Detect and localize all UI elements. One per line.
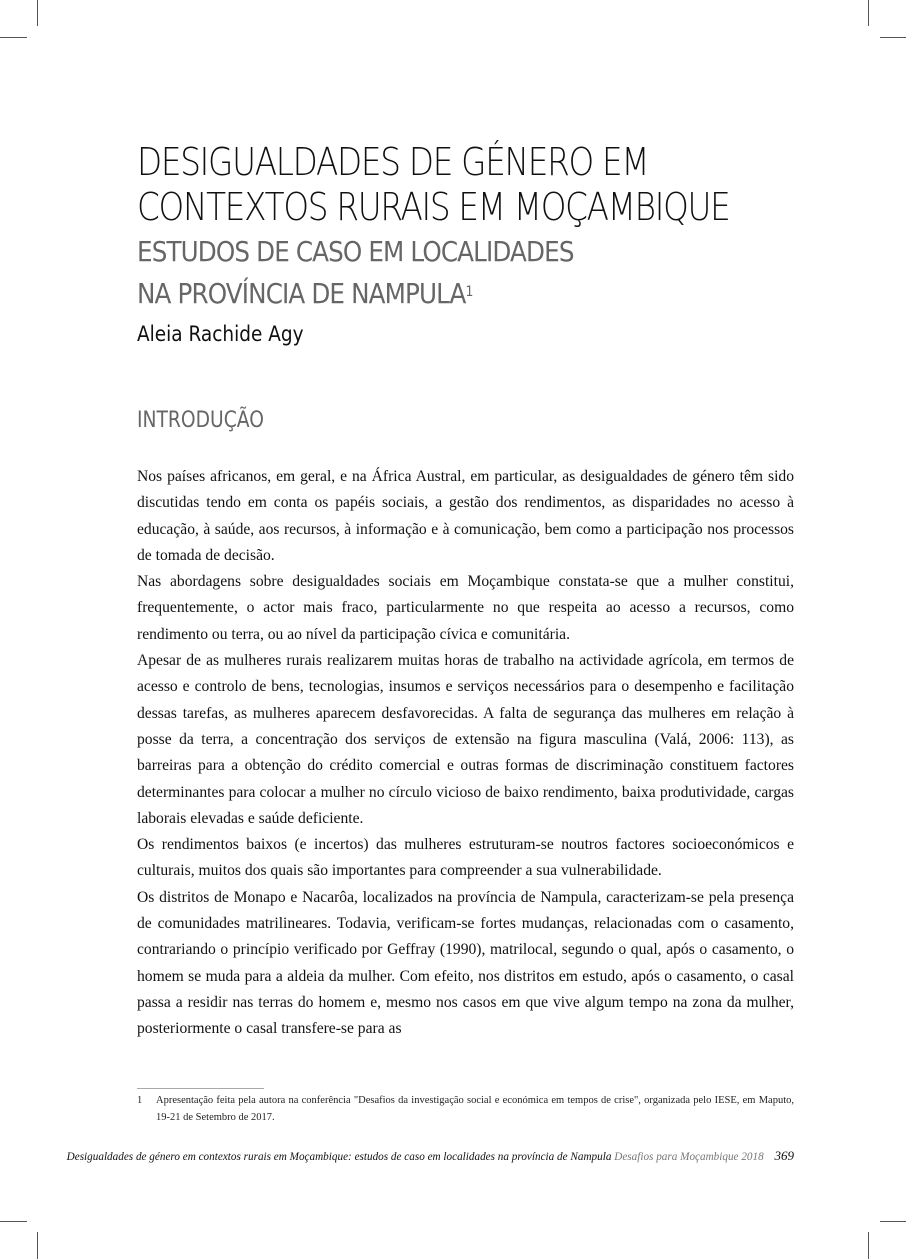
crop-mark-bottom-left-v bbox=[37, 1232, 38, 1259]
subtitle-line: ESTUDOS DE CASO EM LOCALIDADES bbox=[137, 235, 574, 268]
crop-mark-bottom-right-v bbox=[868, 1232, 869, 1259]
body-text bbox=[137, 464, 794, 1043]
page-footer bbox=[67, 1148, 794, 1164]
footnote-text: Apresentação feita pela autora na conferência "Desafios da investigação social e económica em tempos de crise", organizada pelo IESE, em Maputo, 19-21 de Setembro de 2017. bbox=[156, 1095, 794, 1123]
paragraph: Nas abordagens sobre desigualdades sociais em Moçambique constata-se que a mulher constitui, frequentemente, o actor mais fraco, particularmente no que respeita ao acesso a recursos, como rendimento ou terra, ou ao nível da participação cívica e comunitária. bbox=[137, 573, 794, 643]
footnote-divider bbox=[137, 1088, 264, 1089]
running-title: Desigualdades de género em contextos rurais em Moçambique: estudos de caso em localidades na província de Nampula bbox=[66, 1151, 612, 1163]
article-title bbox=[137, 140, 730, 230]
crop-mark-bottom-left-h bbox=[0, 1221, 27, 1222]
author-name: Aleia Rachide Agy bbox=[137, 322, 304, 346]
paragraph: Apesar de as mulheres rurais realizarem muitas horas de trabalho na actividade agrícola, em termos de acesso e controlo de bens, tecnologias, insumos e serviços necessários para o desempenho e facilitação dessas tarefas, as mulheres aparecem desfavorecidas. A falta de segurança das mulheres em relação à posse da terra, a concentração dos serviços de extensão na figura masculina (Valá, 2006: 113), as barreiras para a obtenção do crédito comercial e outras formas de discriminação constituem factores determinantes para colocar a mulher no círculo vicioso de baixo rendimento, baixa produtividade, cargas laborais elevadas e saúde deficiente. bbox=[137, 652, 794, 827]
crop-mark-top-left-h bbox=[0, 37, 27, 38]
subtitle-line: NA PROVÍNCIA DE NAMPULA bbox=[137, 277, 466, 310]
paragraph: Os distritos de Monapo e Nacarôa, localizados na província de Nampula, caracterizam-se pela presença de comunidades matrilineares. Todavia, verificam-se fortes mudanças, relacionadas com o casamento, contrariando o princípio verificado por Geffray (1990), matrilocal, segundo o qual, após o casamento, o homem se muda para a aldeia da mulher. Com efeito, nos distritos em estudo, após o casamento, o casal passa a residir nas terras do homem e, mesmo nos casos em que vive algum tempo na zona da mulher, posteriormente o casal transfere-se para as bbox=[137, 888, 794, 1038]
crop-mark-top-right-h bbox=[880, 37, 906, 38]
paragraph: Nos países africanos, em geral, e na África Austral, em particular, as desigualdades de género têm sido discutidas tendo em conta os papéis sociais, a gestão dos rendimentos, as disparidades no acesso à educação, à saúde, aos recursos, à informação e à comunicação, bem como a participação nos processos de tomada de decisão. bbox=[137, 468, 794, 564]
footnote bbox=[137, 1092, 794, 1126]
page-number: 369 bbox=[774, 1148, 794, 1163]
journal-name: Desafios para Moçambique 2018 bbox=[614, 1151, 764, 1163]
crop-mark-top-right-v bbox=[868, 0, 869, 26]
footnote-marker[interactable]: 1 bbox=[465, 284, 473, 300]
footnote-number: 1 bbox=[137, 1095, 143, 1106]
title-line: CONTEXTOS RURAIS EM MOÇAMBIQUE bbox=[137, 185, 730, 229]
paragraph: Os rendimentos baixos (e incertos) das mulheres estruturam-se noutros factores socioeconómicos e culturais, muitos dos quais são importantes para compreender a sua vulnerabilidade. bbox=[137, 836, 794, 880]
title-line: DESIGUALDADES DE GÉNERO EM bbox=[137, 140, 649, 184]
article-subtitle bbox=[137, 231, 574, 315]
crop-mark-bottom-right-h bbox=[880, 1221, 906, 1222]
section-heading: INTRODUÇÃO bbox=[137, 408, 264, 433]
crop-mark-top-left-v bbox=[37, 0, 38, 26]
